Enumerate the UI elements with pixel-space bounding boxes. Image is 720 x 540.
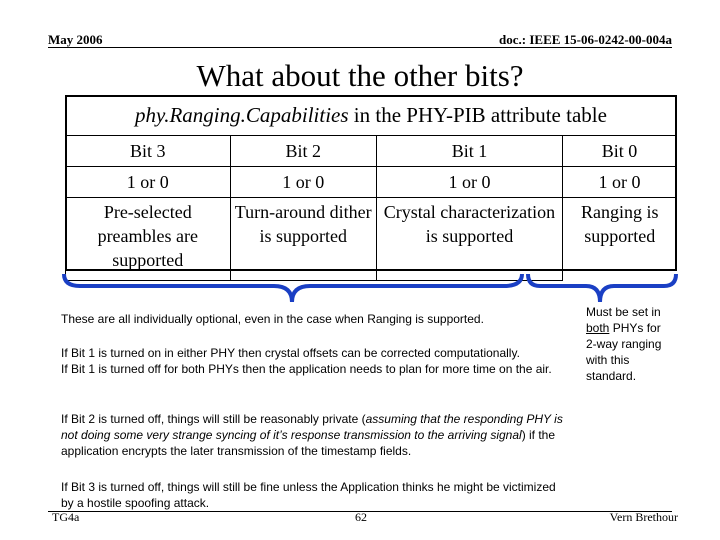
table-caption-rest: in the PHY-PIB attribute table <box>348 103 607 127</box>
table-cell: Bit 1 <box>376 136 562 167</box>
side-note <box>586 304 682 384</box>
note-bit2-italic: assuming that the responding PHY is not doing some very strange syncing of it’s response transmission to the arriving signal <box>61 412 563 442</box>
table-cell: Bit 2 <box>230 136 376 167</box>
table-cell: Crystal characterization is supported <box>376 198 562 281</box>
table-caption-attribute: phy.Ranging.Capabilities <box>135 103 349 127</box>
note-optional: These are all individually optional, even in the case when Ranging is supported. <box>61 312 484 326</box>
table-cell: Ranging is supported <box>563 198 677 281</box>
side-note-text: PHYs for <box>609 321 661 335</box>
ranging-capabilities-table <box>65 135 677 281</box>
table-cell: Turn-around dither is supported <box>230 198 376 281</box>
table-cell: 1 or 0 <box>376 167 562 198</box>
note-bit1 <box>61 345 571 377</box>
side-note-line <box>586 320 682 336</box>
table-cell: 1 or 0 <box>230 167 376 198</box>
note-bit1-on: If Bit 1 is turned on in either PHY then crystal offsets can be corrected computationally. <box>61 346 520 360</box>
side-note-line: Must be set in <box>586 305 661 319</box>
note-bit2-text-end: ) if the application encrypts the later transmission of the timestamp fields. <box>61 428 556 458</box>
slide-title: What about the other bits? <box>196 58 524 93</box>
note-bit3: If Bit 3 is turned off, things will still be fine unless the Application thinks he might be victimized by a hostile spoofing attack. <box>61 480 556 510</box>
note-bit2 <box>61 411 571 459</box>
header-date: May 2006 <box>48 32 103 47</box>
footer-group: TG4a <box>52 510 80 524</box>
side-note-line: with this <box>586 353 630 367</box>
footer-author: Vern Brethour <box>609 510 678 524</box>
side-note-line: 2-way ranging <box>586 337 662 351</box>
table-cell: Bit 0 <box>563 136 677 167</box>
note-bit1-off: If Bit 1 is turned off for both PHYs then the application needs to plan for more time on the air. <box>61 362 552 376</box>
side-note-emphasis: both <box>586 321 610 335</box>
brace-bits-1-3 <box>60 272 530 306</box>
brace-bit-0 <box>524 272 684 306</box>
note-bit2-text: If Bit 2 is turned off, things will still be reasonably private ( <box>61 412 366 426</box>
header-rule <box>48 47 672 48</box>
table-cell: Pre-selected preambles are supported <box>66 198 231 281</box>
table-cell: Bit 3 <box>66 136 231 167</box>
table-cell: 1 or 0 <box>563 167 677 198</box>
page-number: 62 <box>355 510 367 524</box>
table-row-descriptions <box>66 198 677 281</box>
table-cell: 1 or 0 <box>66 167 231 198</box>
side-note-line: standard. <box>586 369 637 383</box>
table-row-values <box>66 167 677 198</box>
table-caption <box>67 103 675 128</box>
header-doc-id: doc.: IEEE 15-06-0242-00-004a <box>499 32 672 47</box>
table-row-bits <box>66 136 677 167</box>
